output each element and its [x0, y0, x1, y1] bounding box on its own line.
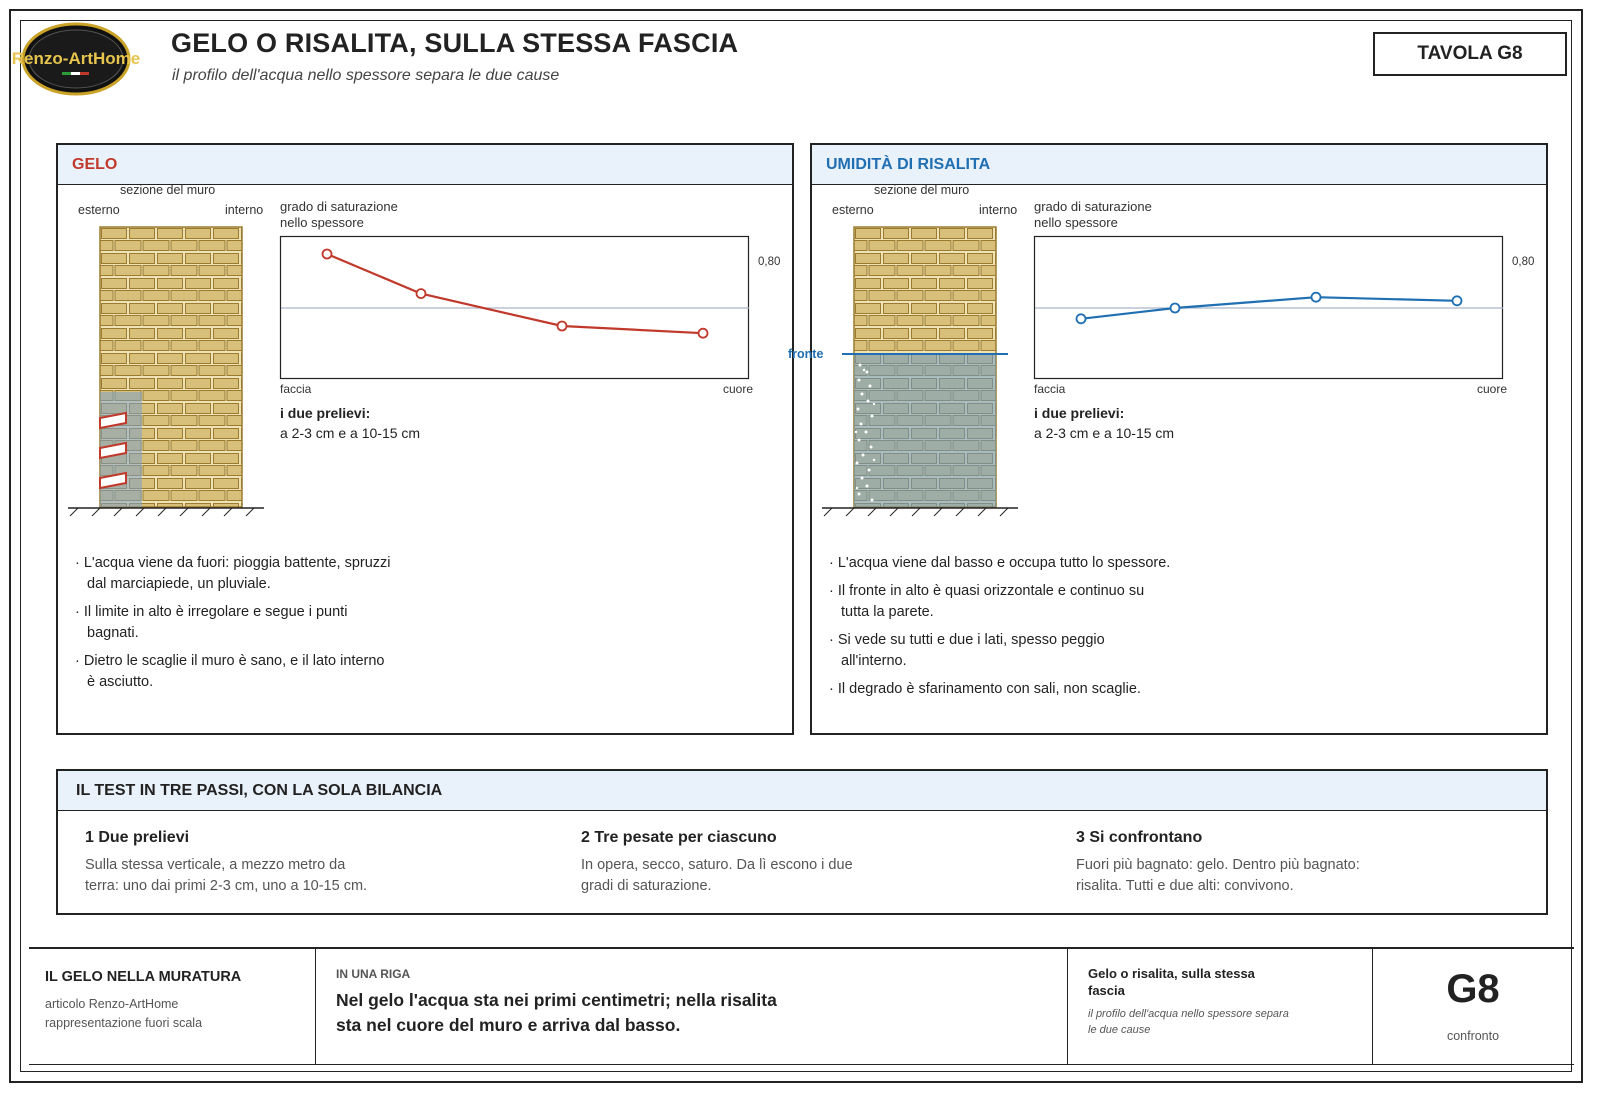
- test-panel: [56, 769, 1548, 915]
- step-title: 3 Si confrontano: [1076, 829, 1203, 846]
- bullet-list: [829, 553, 1170, 700]
- step-desc-line2: risalita. Tutti e due alti: convivono.: [1076, 878, 1294, 894]
- bullet-item: · Il fronte in alto è quasi orizzontale e continuo su tutta la parete.: [829, 583, 1145, 620]
- saturation-chart-risalita: [1034, 236, 1504, 380]
- step-title: 1 Due prelievi: [85, 829, 190, 846]
- test-heading: IL TEST IN TRE PASSI, CON LA SOLA BILANCIA: [76, 782, 443, 799]
- wall-section-gelo: [58, 220, 288, 520]
- x-right-label: cuore: [1477, 382, 1508, 396]
- chart-title-line1: grado di saturazione: [280, 199, 398, 214]
- samples-title: i due prelievi:: [1034, 405, 1125, 421]
- bullet-item: · Dietro le scaglie il muro è sano, e il lato interno è asciutto.: [75, 653, 385, 690]
- panel-risalita-heading: UMIDITÀ DI RISALITA: [826, 156, 991, 173]
- table-sub-line1: il profilo dell'acqua nello spessore separa: [1088, 1008, 1289, 1020]
- logo: [11, 22, 141, 96]
- bullet-item: · Si vede su tutti e due i lati, spesso peggio all'interno.: [829, 632, 1105, 669]
- test-step-1: [85, 829, 367, 897]
- step-desc-line1: Fuori più bagnato: gelo. Dentro più bagnato:: [1076, 857, 1360, 873]
- panel-risalita: [788, 143, 1548, 735]
- panel-gelo-header: [58, 145, 792, 185]
- page-title: GELO O RISALITA, SULLA STESSA FASCIA: [171, 28, 739, 58]
- bullet-item: · Il limite in alto è irregolare e segue i punti bagnati.: [75, 604, 348, 641]
- bullet-item: · Il degrado è sfarinamento con sali, non scaglie.: [829, 681, 1141, 697]
- chart-title-line2: nello spessore: [280, 215, 364, 230]
- test-panel-header: [58, 771, 1546, 811]
- series-line1: articolo Renzo-ArtHome: [45, 997, 179, 1011]
- page-subtitle: il profilo dell'acqua nello spessore separa le due cause: [172, 67, 560, 84]
- riga-line2: sta nel cuore del muro e arriva dal basso.: [336, 1015, 681, 1035]
- bullet-item: · L'acqua viene da fuori: pioggia battente, spruzzi dal marciapiede, un pluviale.: [75, 555, 391, 592]
- data-point: [417, 289, 426, 298]
- step-title: 2 Tre pesate per ciascuno: [581, 829, 777, 846]
- data-point: [699, 329, 708, 338]
- inside-label: interno: [225, 203, 264, 217]
- chart-title-line2: nello spessore: [1034, 215, 1118, 230]
- code-label: confronto: [1446, 1029, 1500, 1043]
- saturation-chart-gelo: [280, 236, 750, 380]
- section-label: sezione del muro: [874, 183, 970, 197]
- x-left-label: faccia: [280, 382, 312, 396]
- front-label: fronte: [788, 347, 824, 361]
- series-line2: rappresentazione fuori scala: [45, 1016, 203, 1030]
- title-block: [29, 947, 1574, 1065]
- step-desc-line1: Sulla stessa verticale, a mezzo metro da: [85, 857, 346, 873]
- table-code: G8: [1446, 967, 1500, 1011]
- test-step-2: [581, 829, 853, 897]
- test-step-3: [1076, 829, 1360, 897]
- x-left-label: faccia: [1034, 382, 1066, 396]
- step-desc-line2: gradi di saturazione.: [581, 878, 712, 894]
- table-sub-line2: le due cause: [1088, 1024, 1151, 1036]
- riga-line1: Nel gelo l'acqua sta nei primi centimetri; nella risalita: [336, 990, 777, 1010]
- panel-gelo-heading: GELO: [72, 156, 118, 173]
- section-label: sezione del muro: [120, 183, 216, 197]
- table-title-cell: [1067, 949, 1373, 1064]
- step-desc-line2: terra: uno dai primi 2-3 cm, uno a 10-15 cm.: [85, 878, 368, 894]
- samples-text: a 2-3 cm e a 10-15 cm: [1034, 425, 1175, 441]
- data-point: [558, 322, 567, 331]
- data-point: [1077, 314, 1086, 323]
- code-cell: [1372, 949, 1574, 1064]
- table-title-line2: fascia: [1088, 983, 1125, 998]
- data-point: [1171, 304, 1180, 313]
- data-point: [1453, 296, 1462, 305]
- bullet-list: [75, 553, 391, 693]
- panel-gelo: [56, 143, 794, 735]
- ref-label: 0,80: [1512, 256, 1535, 268]
- data-point: [1312, 293, 1321, 302]
- x-right-label: cuore: [723, 382, 754, 396]
- chart-title-line1: grado di saturazione: [1034, 199, 1152, 214]
- wall-section-risalita: [812, 220, 1042, 520]
- outside-label: esterno: [78, 203, 120, 217]
- bullet-item: · L'acqua viene dal basso e occupa tutto lo spessore.: [829, 555, 1171, 571]
- series-cell: [29, 949, 316, 1064]
- samples-title: i due prelievi:: [280, 405, 371, 421]
- logo-text: Renzo-ArtHome: [11, 49, 141, 68]
- table-title-line1: Gelo o risalita, sulla stessa: [1088, 966, 1255, 981]
- series-title: IL GELO NELLA MURATURA: [45, 969, 242, 985]
- riga-cell: [315, 949, 1068, 1064]
- step-desc-line1: In opera, secco, saturo. Da lì escono i due: [581, 857, 853, 873]
- outside-label: esterno: [832, 203, 874, 217]
- tavola-badge: TAVOLA G8: [1373, 32, 1567, 76]
- samples-text: a 2-3 cm e a 10-15 cm: [280, 425, 421, 441]
- ref-label: 0,80: [758, 256, 781, 268]
- data-point: [323, 250, 332, 259]
- panel-risalita-header: [812, 145, 1546, 185]
- riga-label: IN UNA RIGA: [336, 967, 411, 981]
- inside-label: interno: [979, 203, 1018, 217]
